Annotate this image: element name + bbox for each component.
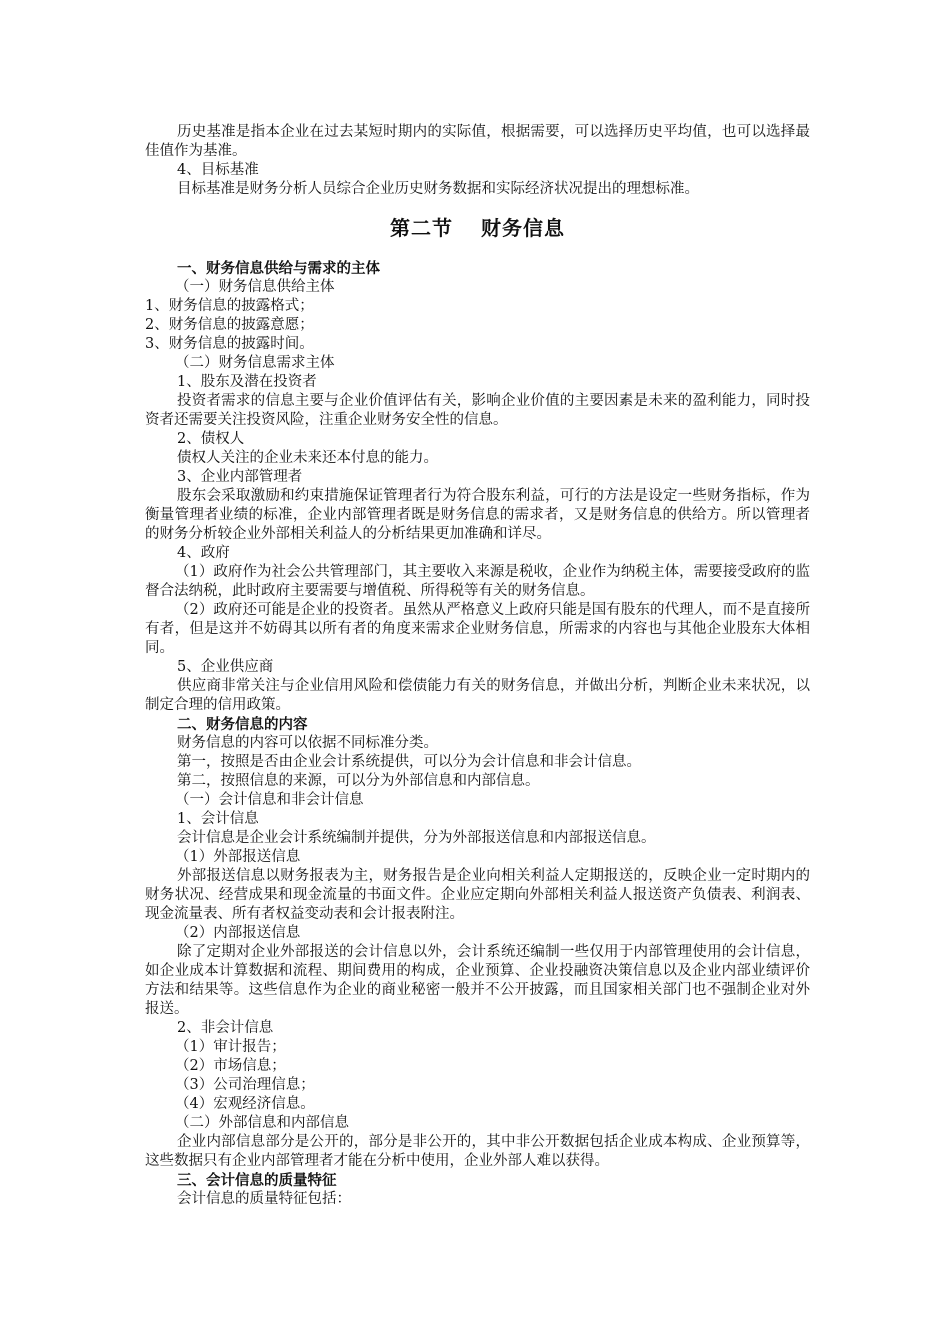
- paragraph: 1、会计信息: [177, 811, 259, 827]
- paragraph: （2）市场信息；: [175, 1058, 286, 1074]
- paragraph: 5、企业供应商: [177, 659, 274, 675]
- paragraph: 2、债权人: [177, 431, 245, 447]
- paragraph: 除了定期对企业外部报送的会计信息以外，会计系统还编制一些仅用于内部管理使用的会计信息，如企业成本计算数据和流程、期间费用的构成，企业预算、企业投融资决策信息以及企业内部业绩评价方法和结果等。这些信息作为企业的商业秘密一般并不公开披露，而且国家相关部门也不强制企业对外报送。: [145, 944, 810, 1017]
- paragraph: （1）外部报送信息: [175, 849, 301, 865]
- paragraph: 1、股东及潜在投资者: [177, 374, 317, 390]
- paragraph: 财务信息的内容可以依据不同标准分类。: [177, 735, 438, 751]
- paragraph: 企业内部信息部分是公开的，部分是非公开的，其中非公开数据包括企业成本构成、企业预算等，这些数据只有企业内部管理者才能在分析中使用，企业外部人难以获得。: [145, 1134, 810, 1169]
- paragraph-target-benchmark: 目标基准是财务分析人员综合企业历史财务数据和实际经济状况提出的理想标准。: [177, 181, 699, 197]
- paragraph: 债权人关注的企业未来还本付息的能力。: [177, 450, 438, 466]
- paragraph: 第二，按照信息的来源，可以分为外部信息和内部信息。: [177, 773, 540, 789]
- paragraph: （2）内部报送信息: [175, 925, 301, 941]
- paragraph: （4）宏观经济信息。: [175, 1096, 315, 1112]
- document-page: [145, 123, 810, 1209]
- paragraph: （二）外部信息和内部信息: [175, 1115, 349, 1131]
- heading-target-benchmark: 4、目标基准: [177, 162, 259, 178]
- paragraph: （二）财务信息需求主体: [175, 355, 335, 371]
- paragraph: 第一，按照是否由企业会计系统提供，可以分为会计信息和非会计信息。: [177, 754, 641, 770]
- paragraph: 会计信息的质量特征包括：: [177, 1191, 351, 1207]
- paragraph: 外部报送信息以财务报表为主，财务报告是企业向相关利益人定期报送的，反映企业一定时期内的财务状况、经营成果和现金流量的书面文件。企业应定期向外部相关利益人报送资产负债表、利润表、现金流量表、所有者权益变动表和会计报表附注。: [145, 868, 810, 922]
- paragraph: 投资者需求的信息主要与企业价值评估有关，影响企业价值的主要因素是未来的盈利能力，同时投资者还需要关注投资风险，注重企业财务安全性的信息。: [145, 393, 810, 428]
- paragraph: 3、企业内部管理者: [177, 469, 303, 485]
- paragraph: （3）公司治理信息；: [175, 1077, 315, 1093]
- section-heading: 二、财务信息的内容: [177, 716, 308, 733]
- paragraph: 供应商非常关注与企业信用风险和偿债能力有关的财务信息，并做出分析，判断企业未来状况，以制定合理的信用政策。: [145, 678, 810, 713]
- paragraph: 2、非会计信息: [177, 1020, 274, 1036]
- paragraph: 会计信息是企业会计系统编制并提供，分为外部报送信息和内部报送信息。: [177, 830, 656, 846]
- paragraph: 1、财务信息的披露格式；: [145, 298, 314, 314]
- paragraph: 3、财务信息的披露时间。: [145, 336, 314, 352]
- section-heading: 三、会计信息的质量特征: [177, 1172, 337, 1189]
- paragraph: （一）财务信息供给主体: [175, 279, 335, 295]
- paragraph: （1）审计报告；: [175, 1039, 286, 1055]
- section-title: [145, 215, 810, 241]
- section-heading: 一、财务信息供给与需求的主体: [177, 260, 380, 277]
- paragraph: （一）会计信息和非会计信息: [175, 792, 364, 808]
- paragraph: （1）政府作为社会公共管理部门，其主要收入来源是税收，企业作为纳税主体，需要接受政府的监督合法纳税，此时政府主要需要与增值税、所得税等有关的财务信息。: [145, 564, 810, 599]
- paragraph-historical-benchmark: 历史基准是指本企业在过去某短时期内的实际值，根据需要，可以选择历史平均值，也可以选择最佳值作为基准。: [145, 124, 810, 159]
- paragraph: 2、财务信息的披露意愿；: [145, 317, 314, 333]
- section-name: 财务信息: [481, 216, 565, 240]
- paragraph: （2）政府还可能是企业的投资者。虽然从严格意义上政府只能是国有股东的代理人，而不是直接所有者，但是这并不妨碍其以所有者的角度来需求企业财务信息，所需求的内容也与其他企业股东大体相同。: [145, 602, 810, 656]
- paragraph: 4、政府: [177, 545, 230, 561]
- paragraph: 股东会采取激励和约束措施保证管理者行为符合股东利益，可行的方法是设定一些财务指标，作为衡量管理者业绩的标准，企业内部管理者既是财务信息的需求者，又是财务信息的供给方。所以管理者的财务分析较企业外部相关利益人的分析结果更加准确和详尽。: [145, 488, 810, 542]
- section-body: [145, 259, 810, 1209]
- section-number: 第二节: [390, 216, 453, 240]
